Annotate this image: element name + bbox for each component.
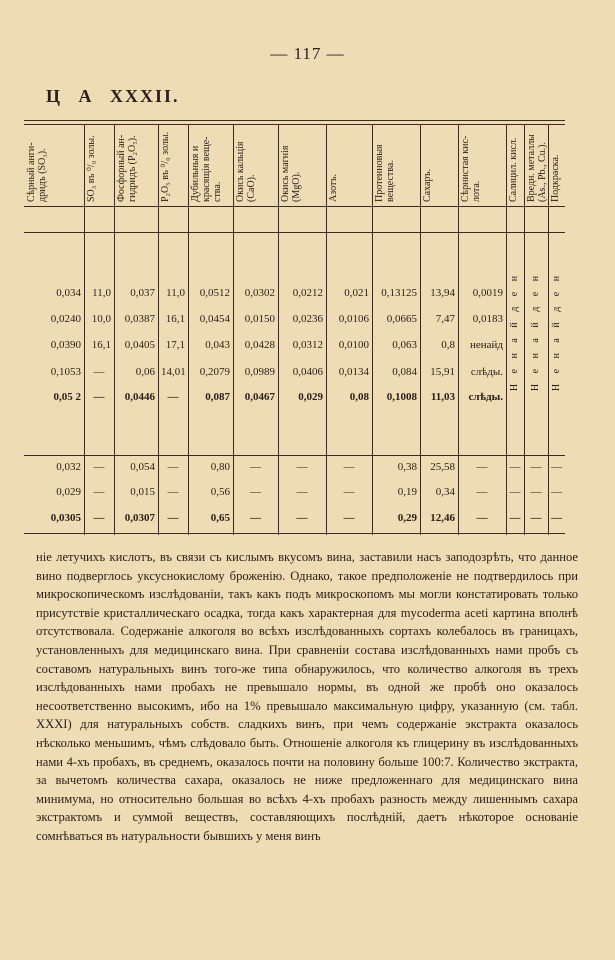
column-header xyxy=(508,124,524,204)
table-column-rule xyxy=(188,124,189,535)
table-cell: — xyxy=(509,512,521,524)
table-cell: слѣды. xyxy=(470,366,503,378)
table-cell: 0,087 xyxy=(205,391,230,403)
column-header-text: Протеиновыя вещества. xyxy=(374,144,396,202)
vertical-note xyxy=(529,264,543,399)
table-cell: — xyxy=(167,512,179,524)
table-cell: 11,03 xyxy=(430,391,455,403)
table-cell: 0,65 xyxy=(210,512,230,524)
table-cell: 0,0989 xyxy=(244,366,275,378)
table-cell: 0,043 xyxy=(205,339,230,351)
table-cell: 0,0387 xyxy=(124,313,155,325)
column-header-text: Салицил. кисл. xyxy=(508,137,519,202)
table-cell: 0,0019 xyxy=(472,287,503,299)
table-rule xyxy=(24,120,565,121)
table-cell: 0,05 2 xyxy=(53,391,81,403)
table-cell: — xyxy=(509,461,521,473)
table-cell: 0,0100 xyxy=(338,339,369,351)
table-cell: 0,0390 xyxy=(50,339,81,351)
column-header xyxy=(374,124,420,204)
table-cell: 0,054 xyxy=(130,461,155,473)
column-header-text: Сахаръ. xyxy=(422,168,433,202)
table-cell: 0,084 xyxy=(392,366,417,378)
table-cell: 14,01 xyxy=(161,366,186,378)
table-cell: 0,037 xyxy=(130,287,155,299)
table-column-rule xyxy=(458,124,459,535)
table-cell: 0,0236 xyxy=(292,313,323,325)
table-cell: 0,0183 xyxy=(472,313,503,325)
table-cell: 0,80 xyxy=(210,461,230,473)
table-cell: 16,1 xyxy=(91,339,111,351)
table-cell: — xyxy=(93,486,105,498)
table-cell: 0,063 xyxy=(392,339,417,351)
table-cell: 0,0454 xyxy=(199,313,230,325)
table-column-rule xyxy=(326,124,327,535)
column-header-text: Фосфорный ан-гидридъ (P₂O₅). xyxy=(116,134,138,202)
table-cell: ненайд xyxy=(469,339,503,351)
table-cell: — xyxy=(343,461,355,473)
table-cell: — xyxy=(93,512,105,524)
table-cell: 13,94 xyxy=(430,287,455,299)
table-column-rule xyxy=(158,124,159,535)
column-header xyxy=(160,124,188,204)
table-cell: 0,56 xyxy=(210,486,230,498)
table-cell: 0,06 xyxy=(135,366,155,378)
column-header xyxy=(280,124,326,204)
column-header xyxy=(460,124,506,204)
table-cell: 16,1 xyxy=(165,313,185,325)
table-column-rule xyxy=(506,124,507,535)
table-cell: 17,1 xyxy=(165,339,185,351)
vertical-note-text: Н е н а й д е н xyxy=(509,271,520,392)
table-cell: 0,032 xyxy=(56,461,81,473)
table-cell: — xyxy=(551,512,562,524)
table-cell: 0,08 xyxy=(349,391,369,403)
column-header-text: Азотъ. xyxy=(328,173,339,202)
table-cell: слѣды. xyxy=(468,391,503,403)
table-cell: 0,0446 xyxy=(124,391,155,403)
table-column-rule xyxy=(524,124,525,535)
table-column-rule xyxy=(372,124,373,535)
table-cell: 0,0106 xyxy=(338,313,369,325)
table-cell: 0,2079 xyxy=(199,366,230,378)
table-cell: — xyxy=(296,486,308,498)
table-cell: 0,8 xyxy=(441,339,455,351)
vertical-note xyxy=(508,264,522,399)
table-column-rule xyxy=(278,124,279,535)
column-header xyxy=(190,124,233,204)
table-cell: — xyxy=(93,366,105,378)
vertical-note xyxy=(550,264,564,399)
table-cell: 0,1008 xyxy=(386,391,417,403)
table-cell: — xyxy=(167,486,179,498)
table-cell: 0,1053 xyxy=(50,366,81,378)
column-header-text: P₂O₅ въ ⁰/₀ золы. xyxy=(160,131,171,202)
table-cell: 0,0302 xyxy=(244,287,275,299)
table-cell: — xyxy=(296,512,308,524)
table-cell: — xyxy=(530,512,542,524)
table-cell: 0,0240 xyxy=(50,313,81,325)
table-cell: 0,015 xyxy=(130,486,155,498)
column-header-text: Сѣрный анги-дридъ (SO₃). xyxy=(26,142,48,202)
vertical-note-text: Н е н а й д е н xyxy=(530,271,541,392)
column-header xyxy=(328,124,372,204)
table-cell: 0,13125 xyxy=(381,287,417,299)
column-header xyxy=(235,124,278,204)
table-rule xyxy=(24,455,565,456)
table-cell: 0,021 xyxy=(344,287,369,299)
column-header xyxy=(526,124,548,204)
column-header xyxy=(26,124,84,204)
table-cell: 10,0 xyxy=(91,313,111,325)
table-cell: 15,91 xyxy=(430,366,455,378)
table-cell: 0,29 xyxy=(397,512,417,524)
table-rule xyxy=(24,206,565,207)
table-cell: — xyxy=(250,512,261,524)
table-cell: 0,0150 xyxy=(244,313,275,325)
table-cell: — xyxy=(343,486,355,498)
table-cell: — xyxy=(167,391,179,403)
table-cell: 0,0134 xyxy=(338,366,369,378)
table-cell: 0,0467 xyxy=(244,391,275,403)
table-cell: 25,58 xyxy=(430,461,455,473)
body-paragraph: ніе летучихъ кислотъ, въ связи съ кислымъ вкусомъ вина, заставили насъ заподозрѣть, что данное вино подверглось уксуснокислому броженію. Однако, такое предположеніе не подтвердилось при микроскопическомъ изслѣдованіи, такъ какъ подъ микроскопомъ мы могли констатировать только присутствіе кристаллическаго осадка, тогда какъ характерная для mycoderma aceti картина вполнѣ отсутствовала. Содержаніе алкоголя во всѣхъ изслѣдованныхъ сортахъ колебалось въ границахъ, установленныхъ для медицинскаго вина. При сравненіи состава изслѣдованныхъ нами пробъ съ составомъ натуральныхъ винъ того-же типа обнаружилось, что количество алкоголя въ трехъ изслѣдованныхъ нами пробахъ не превышало нормы, въ одной же пробѣ оно оказалось несоответственно высокимъ, ибо на 1% превышало максимальную цифру, указанную (см. табл. XXXI) для натуральныхъ собств. сладкихъ винъ, при чемъ содержаніе экстракта оказалось нѣсколько меньшимъ, чѣмъ слѣдовало быть. Отношеніе алкоголя къ глицерину въ изслѣдованныхъ нами 4-хъ пробахъ, въ среднемъ, оказалось почти на половину больше 100:7. Количество экстракта, за вычетомъ количества сахара, оказалось не ниже предложеннаго для медицинскаго вина минимума, но относительно большая во всѣхъ 4-хъ пробахъ разность между лишеннымъ сахара экстрактомъ и суммой веществъ, составляющихъ послѣдній, даетъ нѣкоторое основаніе сомнѣваться въ натуральности бывшихъ у меня винъ xyxy=(36,550,578,843)
table-cell: 0,034 xyxy=(56,287,81,299)
table-cell: 11,0 xyxy=(166,287,185,299)
column-header-text: Подкраска. xyxy=(550,154,561,202)
page-number: — 117 — xyxy=(270,44,345,63)
vertical-note-text: Н е н а й д е н xyxy=(550,271,562,392)
table-cell: — xyxy=(476,461,488,473)
table-cell: 0,0428 xyxy=(244,339,275,351)
table-cell: — xyxy=(551,486,562,498)
table-cell: 11,0 xyxy=(92,287,111,299)
table-column-rule xyxy=(233,124,234,535)
table-cell: 0,0312 xyxy=(292,339,323,351)
table-cell: — xyxy=(509,486,521,498)
table-cell: 0,38 xyxy=(397,461,417,473)
table-cell: — xyxy=(296,461,308,473)
table-cell: — xyxy=(476,486,488,498)
table-cell: — xyxy=(167,461,179,473)
table-column-rule xyxy=(114,124,115,535)
table-cell: 0,0406 xyxy=(292,366,323,378)
table-cell: — xyxy=(93,461,105,473)
table-cell: 0,0665 xyxy=(386,313,417,325)
table-cell: 0,0212 xyxy=(292,287,323,299)
table-title: Ц А XXXII. xyxy=(46,86,180,106)
table-cell: — xyxy=(530,461,542,473)
column-header xyxy=(86,124,114,204)
table-cell: 7,47 xyxy=(435,313,455,325)
column-header-text: Окись магнія (MgO). xyxy=(280,145,302,202)
column-header-text: Вредн. металлы (As., Pb., Cu.). xyxy=(526,134,548,202)
table-cell: 0,19 xyxy=(397,486,417,498)
column-header-text: Сѣрнистая кис-лота. xyxy=(460,135,482,202)
table-cell: — xyxy=(551,461,562,473)
table-rule xyxy=(24,533,565,534)
table-cell: — xyxy=(250,461,261,473)
table-cell: — xyxy=(530,486,542,498)
table-cell: 0,0405 xyxy=(124,339,155,351)
table-cell: 0,029 xyxy=(298,391,323,403)
column-header-text: Дубильныя и красящія веще-ства. xyxy=(190,136,223,202)
table-cell: 0,0512 xyxy=(199,287,230,299)
column-header xyxy=(550,124,565,204)
column-header-text: SO₃ въ ⁰/₀ золы. xyxy=(86,135,97,202)
table-column-rule xyxy=(420,124,421,535)
table-cell: — xyxy=(93,391,105,403)
column-header xyxy=(116,124,158,204)
table-cell: 0,0305 xyxy=(50,512,81,524)
table-cell: 0,0307 xyxy=(124,512,155,524)
table-cell: 0,34 xyxy=(435,486,455,498)
table-cell: — xyxy=(476,512,488,524)
table-cell: — xyxy=(343,512,355,524)
column-header xyxy=(422,124,458,204)
table-cell: 12,46 xyxy=(430,512,455,524)
table-cell: — xyxy=(250,486,261,498)
table-cell: 0,029 xyxy=(56,486,81,498)
table-column-rule xyxy=(84,124,85,535)
body-text xyxy=(36,548,578,846)
table-rule xyxy=(24,232,565,233)
column-header-text: Окись кальція (CaO). xyxy=(235,141,257,202)
